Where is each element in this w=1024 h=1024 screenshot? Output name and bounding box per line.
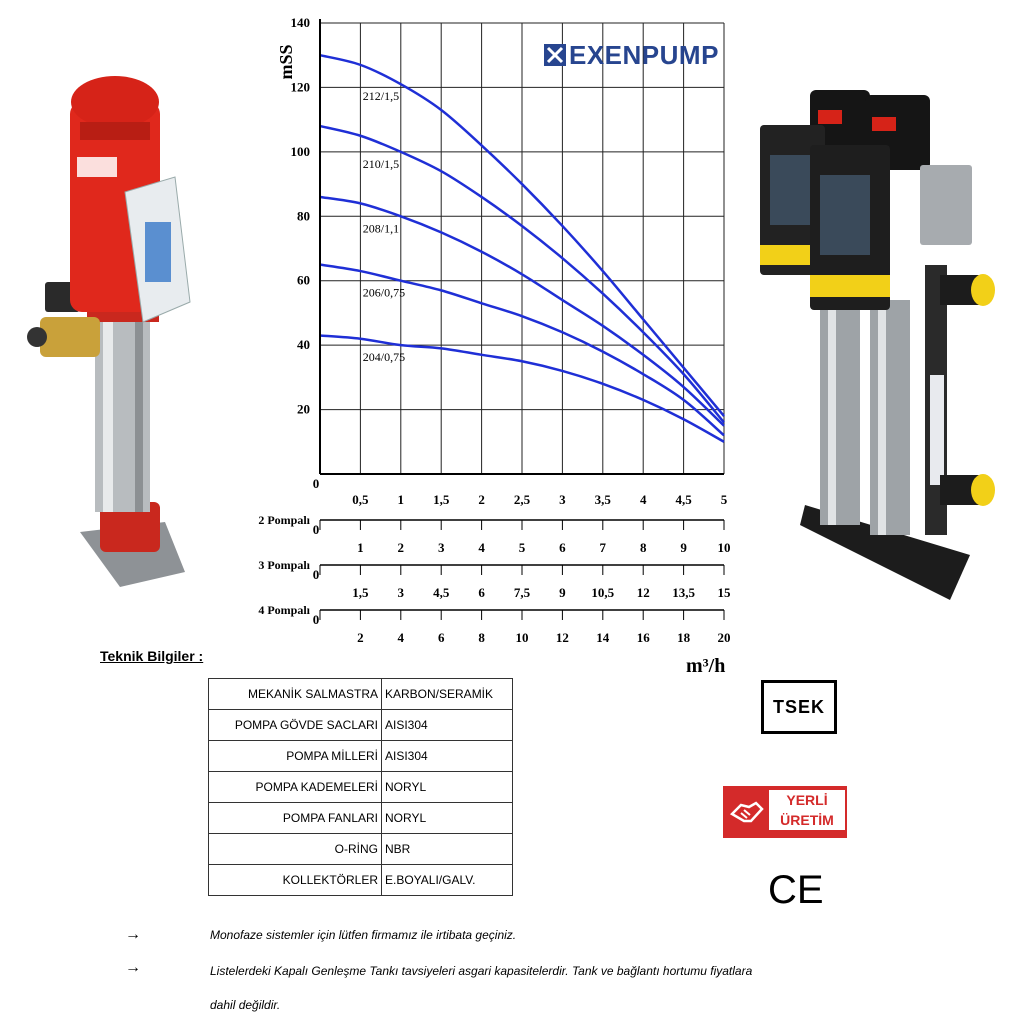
spec-value: NORYL: [382, 803, 513, 834]
note-1: [125, 921, 765, 955]
spec-row: [209, 834, 513, 865]
scale-tick-label: 14: [596, 630, 610, 645]
scale-tick-label: 10: [717, 540, 731, 555]
x-tick-label: 5: [720, 492, 728, 507]
spec-row: [209, 865, 513, 896]
y-tick-label: 140: [290, 15, 310, 30]
scale-tick-label: 0: [312, 612, 320, 627]
handshake-icon: [729, 794, 765, 830]
scale-tick-label: 3: [437, 540, 445, 555]
spec-value: AISI304: [382, 741, 513, 772]
yerli-label: YERLİ: [786, 792, 828, 808]
brand-name: EXENPUMP: [569, 39, 719, 70]
x-tick-label: 2,5: [513, 492, 531, 507]
scale-tick-label: 2: [357, 630, 364, 645]
brand-logo: [544, 36, 719, 74]
scale-tick-label: 12: [636, 585, 650, 600]
scale-tick-label: 13,5: [672, 585, 695, 600]
scale-tick-label: 20: [717, 630, 731, 645]
y-tick-label: 80: [297, 208, 310, 224]
x-tick-label: 4: [639, 492, 647, 507]
y-tick-label: 40: [297, 337, 310, 353]
x-tick-label: 0,5: [352, 492, 369, 507]
scale-tick-label: 18: [677, 630, 691, 645]
x-tick-label: 2: [478, 492, 485, 507]
scale-tick-label: 4: [397, 630, 405, 645]
x-tick-label: 4,5: [675, 492, 692, 507]
note-text: Listelerdeki Kapalı Genleşme Tankı tavsiyeleri asgari kapasitelerdir. Tank ve bağlantı hortumu fiyatlara dahil değildir.: [210, 964, 753, 1012]
series-label: 208/1,1: [362, 221, 400, 236]
tsek-badge: TSEK: [761, 680, 837, 734]
spec-row: [209, 803, 513, 834]
scale-tick-label: 15: [717, 585, 731, 600]
note-text: Monofaze sistemler için lütfen firmamız ile irtibata geçiniz.: [210, 928, 517, 942]
scale-tick-label: 8: [639, 540, 647, 555]
scale-label: 3 Pompalı: [258, 558, 310, 572]
x-tick-label: 0: [312, 476, 320, 491]
spec-value: NORYL: [382, 772, 513, 803]
scale-tick-label: 10: [515, 630, 529, 645]
scale-label: 2 Pompalı: [258, 513, 310, 527]
specs-table: [208, 678, 513, 896]
spec-value: AISI304: [382, 710, 513, 741]
spec-key: POMPA MİLLERİ: [209, 741, 382, 772]
scale-tick-label: 6: [478, 585, 485, 600]
scale-tick-label: 4: [478, 540, 485, 555]
scale-tick-label: 9: [559, 585, 566, 600]
ce-mark: CE: [768, 868, 824, 912]
scale-tick-label: 8: [478, 630, 485, 645]
spec-row: [209, 710, 513, 741]
scale-tick-label: 0: [312, 567, 320, 582]
note-2: [125, 954, 765, 1024]
scale-tick-label: 1,5: [352, 585, 369, 600]
arrow-right-icon: →: [125, 959, 141, 976]
scale-tick-label: 7,5: [513, 585, 531, 600]
scale-tick-label: 1: [357, 540, 364, 555]
x-tick-label: 3: [559, 492, 566, 507]
brand-mark-icon: [544, 44, 566, 66]
y-tick-label: 120: [290, 79, 310, 95]
spec-value: KARBON/SERAMİK: [382, 679, 513, 710]
x-tick-label: 1: [397, 492, 405, 507]
spec-key: POMPA GÖVDE SACLARI: [209, 710, 382, 741]
spec-key: O-RİNG: [209, 834, 382, 865]
series-label: 210/1,5: [362, 156, 400, 171]
scale-label: 4 Pompalı: [258, 603, 310, 617]
y-axis-title: mSS: [276, 44, 296, 80]
series-label: 212/1,5: [362, 89, 400, 104]
spec-key: POMPA FANLARI: [209, 803, 382, 834]
spec-row: [209, 772, 513, 803]
x-tick-label: 3,5: [594, 492, 611, 507]
scale-tick-label: 5: [518, 540, 526, 555]
scale-tick-label: 9: [680, 540, 687, 555]
scale-tick-label: 0: [312, 522, 320, 537]
uretim-label: ÜRETİM: [780, 812, 834, 828]
spec-value: NBR: [382, 834, 513, 865]
arrow-right-icon: →: [125, 926, 141, 943]
scale-tick-label: 2: [397, 540, 405, 555]
spec-value: E.BOYALI/GALV.: [382, 865, 513, 896]
series-label: 206/0,75: [362, 285, 406, 300]
scale-tick-label: 10,5: [591, 585, 615, 600]
series-label: 204/0,75: [362, 350, 406, 365]
scale-tick-label: 3: [397, 585, 405, 600]
scale-tick-label: 6: [437, 630, 445, 645]
scale-tick-label: 16: [636, 630, 650, 645]
spec-key: KOLLEKTÖRLER: [209, 865, 382, 896]
scale-tick-label: 4,5: [433, 585, 450, 600]
y-tick-label: 20: [297, 401, 310, 417]
spec-row: [209, 741, 513, 772]
scale-tick-label: 6: [559, 540, 566, 555]
spec-key: POMPA KADEMELERİ: [209, 772, 382, 803]
yerli-uretim-badge: [723, 786, 847, 838]
specs-title: Teknik Bilgiler :: [100, 648, 204, 664]
spec-row: [209, 679, 513, 710]
y-tick-label: 60: [297, 272, 310, 288]
y-tick-label: 100: [290, 143, 310, 159]
scale-tick-label: 7: [599, 540, 607, 555]
x-axis-title: m³/h: [686, 655, 726, 677]
scale-tick-label: 12: [555, 630, 569, 645]
x-tick-label: 1,5: [433, 492, 450, 507]
spec-key: MEKANİK SALMASTRA: [209, 679, 382, 710]
